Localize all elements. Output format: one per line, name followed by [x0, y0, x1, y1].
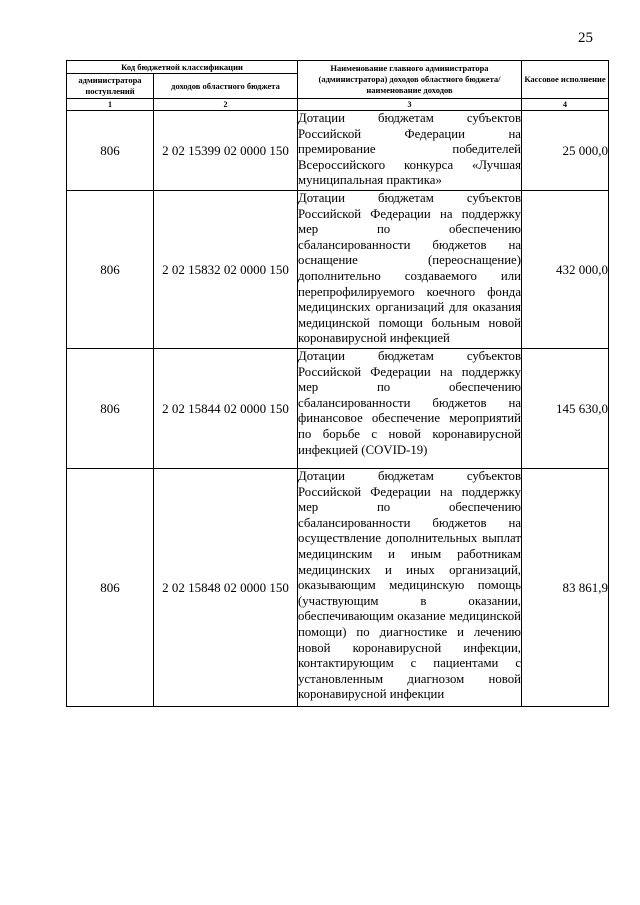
administrator-code-cell: 806 — [67, 111, 154, 191]
budget-classification-header: Код бюджетной классификации — [67, 61, 298, 74]
revenue-name-cell: Дотации бюджетам субъектов Российской Федерации на премирование победителей Всероссийского конкурса «Лучшая муниципальная практика» — [298, 111, 522, 191]
budget-code-cell: 2 02 15848 02 0000 150 — [154, 469, 298, 707]
page-number: 25 — [578, 30, 593, 46]
administrator-code-cell: 806 — [67, 191, 154, 349]
budget-code-cell: 2 02 15399 02 0000 150 — [154, 111, 298, 191]
cash-execution-cell: 25 000,0 — [522, 111, 609, 191]
budget-code-cell: 2 02 15844 02 0000 150 — [154, 349, 298, 469]
budget-code-cell: 2 02 15832 02 0000 150 — [154, 191, 298, 349]
revenue-name-cell: Дотации бюджетам субъектов Российской Федерации на поддержку мер по обеспечению сбалансированности бюджетов на финансовое обеспечение мероприятий по борьбе с новой коронавирусной инфекцией (COVID-19) — [298, 349, 522, 469]
cash-execution-cell: 83 861,9 — [522, 469, 609, 707]
revenue-name-cell: Дотации бюджетам субъектов Российской Федерации на поддержку мер по обеспечению сбалансированности бюджетов на оснащение (переоснащение) дополнительно создаваемого или перепрофилируемого коечного фонда медицинских организаций для оказания медицинской помощи больным новой коронавирусной инфекцией — [298, 191, 522, 349]
table-row — [67, 191, 609, 349]
table-row — [67, 469, 609, 707]
column-number: 3 — [298, 99, 522, 111]
regional-budget-revenue-header: доходов областного бюджета — [154, 74, 298, 99]
revenue-administrator-header: администратора поступлений — [67, 74, 154, 99]
administrator-name-header: Наименование главного администратора (администратора) доходов областного бюджета/ наименование доходов — [298, 61, 522, 99]
administrator-code-cell: 806 — [67, 469, 154, 707]
budget-revenue-table — [66, 60, 609, 707]
column-number: 2 — [154, 99, 298, 111]
column-number: 1 — [67, 99, 154, 111]
cash-execution-cell: 432 000,0 — [522, 191, 609, 349]
administrator-code-cell: 806 — [67, 349, 154, 469]
table-row — [67, 111, 609, 191]
revenue-name-cell: Дотации бюджетам субъектов Российской Федерации на поддержку мер по обеспечению сбалансированности бюджетов на осуществление дополнительных выплат медицинским и иным работникам медицинских и иных организаций, оказывающим медицинскую помощь (участвующим в оказании, обеспечивающим оказание медицинской помощи) по диагностике и лечению новой коронавирусной инфекции, контактирующим с пациентами с установленным диагнозом новой коронавирусной инфекции — [298, 469, 522, 707]
cash-execution-cell: 145 630,0 — [522, 349, 609, 469]
cash-execution-header: Кассовое исполнение — [522, 61, 609, 99]
table-row — [67, 349, 609, 469]
column-number: 4 — [522, 99, 609, 111]
